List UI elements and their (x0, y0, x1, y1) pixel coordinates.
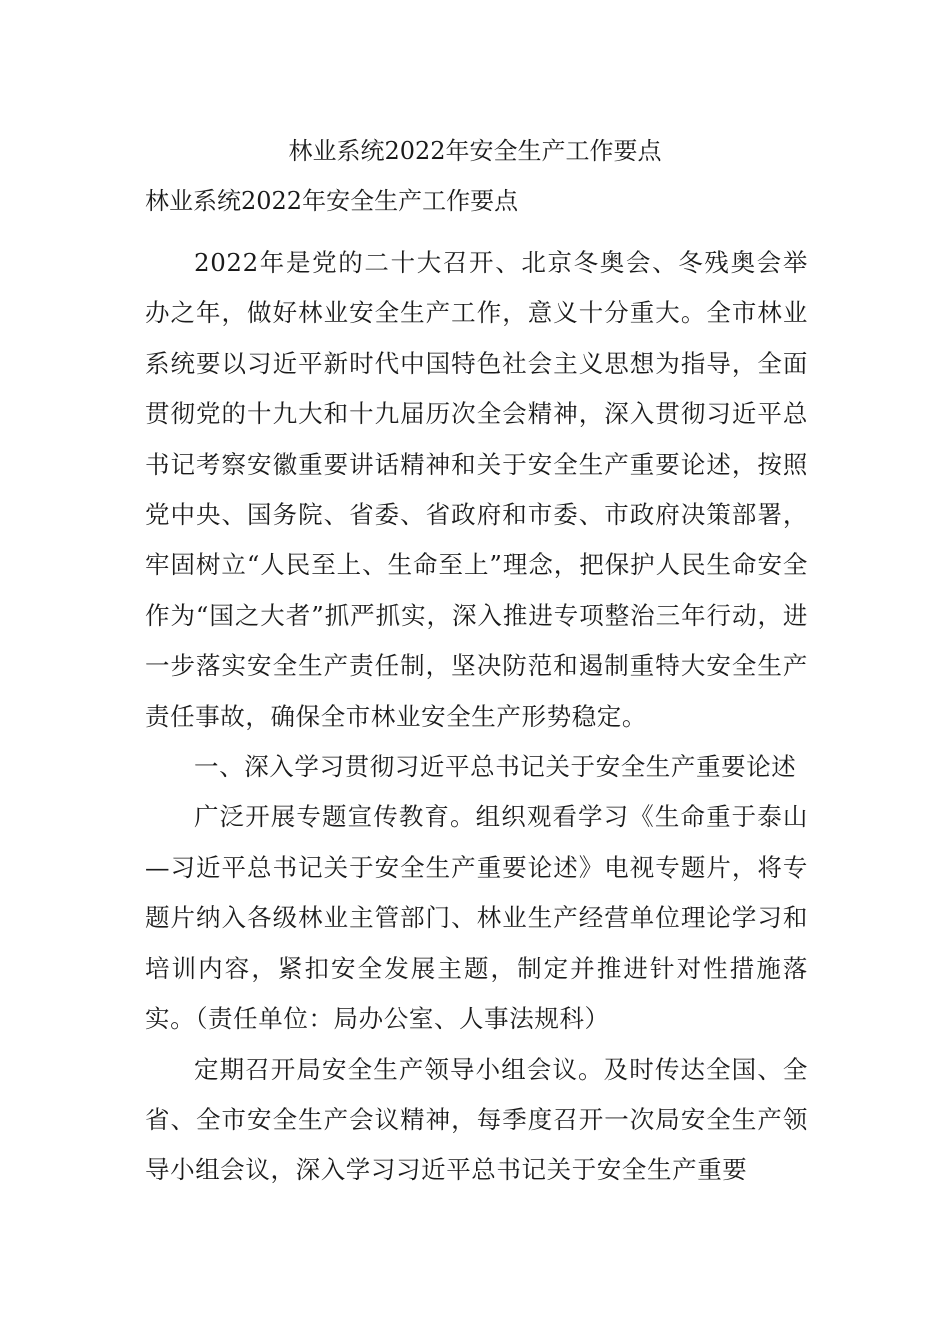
document-title: 林业系统2022年安全生产工作要点 (288, 137, 662, 165)
section-1-paragraph-2: 定期召开局安全生产领导小组会议。及时传达全国、全省、全市安全生产会议精神，每季度召开一次局安全生产领导小组会议，深入学习习近平总书记关于安全生产重要 (145, 1054, 808, 1185)
document-subtitle: 林业系统2022年安全生产工作要点 (145, 187, 519, 215)
intro-paragraph: 2022年是党的二十大召开、北京冬奥会、冬残奥会举办之年，做好林业安全生产工作，意义十分重大。全市林业系统要以习近平新时代中国特色社会主义思想为指导，全面贯彻党的十九大和十九届历次全会精神，深入贯彻习近平总书记考察安徽重要讲话精神和关于安全生产重要论述，按照党中央、国务院、省委、省政府和市委、市政府决策部署，牢固树立“人民至上、生命至上”理念，把保护人民生命安全作为“国之大者”抓严抓实，深入推进专项整治三年行动，进一步落实安全生产责任制，坚决防范和遏制重特大安全生产责任事故，确保全市林业安全生产形势稳定。 (145, 248, 808, 731)
document-body (145, 181, 808, 1196)
section-1-heading: 一、深入学习贯彻习近平总书记关于安全生产重要论述 (194, 752, 797, 782)
section-1-paragraph-1: 广泛开展专题宣传教育。组织观看学习《生命重于泰山—习近平总书记关于安全生产重要论述》电视专题片，将专题片纳入各级林业主管部门、林业生产经营单位理论学习和培训内容，紧扣安全发展主题，制定并推进针对性措施落实。（责任单位：局办公室、人事法规科） (145, 802, 808, 1034)
